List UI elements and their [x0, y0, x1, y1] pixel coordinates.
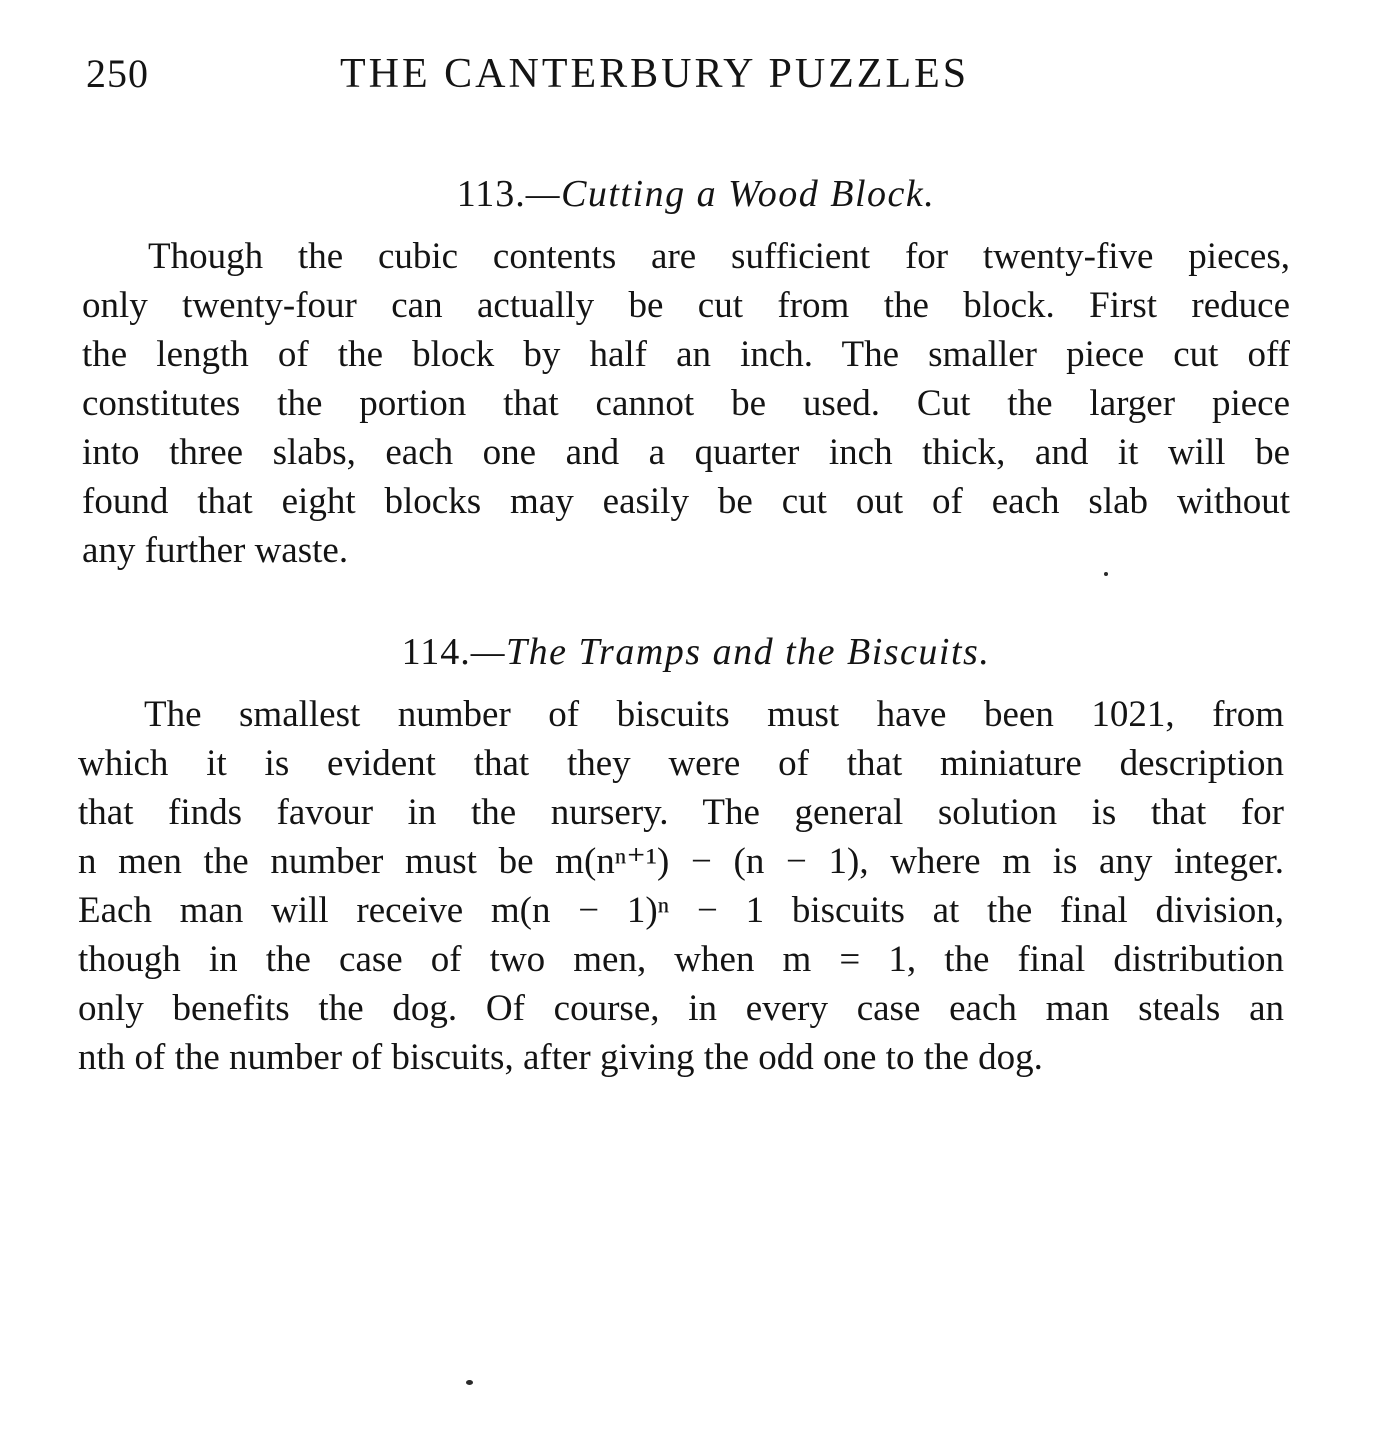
- section-heading: [0, 630, 1392, 674]
- text-line: which it is evident that they were of that miniature description: [78, 743, 1284, 784]
- text-line: constitutes the portion that cannot be used. Cut the larger piece: [82, 383, 1290, 424]
- running-title: THE CANTERBURY PUZZLES: [340, 51, 970, 97]
- text-line: only benefits the dog. Of course, in every case each man steals an: [78, 988, 1284, 1029]
- print-speck: [1104, 572, 1108, 576]
- text-line: The smallest number of biscuits must have been 1021, from: [144, 694, 1284, 735]
- section-title: —The Tramps and the Biscuits.: [470, 631, 991, 673]
- text-line: found that eight blocks may easily be cut out of each slab without: [82, 481, 1290, 522]
- section-title: —Cutting a Wood Block.: [525, 173, 936, 215]
- text-line: Though the cubic contents are sufficient for twenty-five pieces,: [148, 236, 1290, 277]
- text-line: the length of the block by half an inch. The smaller piece cut off: [82, 334, 1290, 375]
- solution-paragraph: [82, 232, 1290, 575]
- text-line: Each man will receive m(n − 1)ⁿ − 1 biscuits at the final division,: [78, 890, 1284, 931]
- text-line: only twenty-four can actually be cut from the block. First reduce: [82, 285, 1290, 326]
- page-number: 250: [86, 51, 149, 96]
- section-number: 114.: [401, 631, 471, 673]
- text-line: any further waste.: [82, 530, 349, 571]
- section-number: 113.: [456, 173, 526, 215]
- text-line: nth of the number of biscuits, after giving the odd one to the dog.: [78, 1037, 1043, 1078]
- section-heading: [0, 172, 1392, 216]
- text-line: though in the case of two men, when m = 1, the final distribution: [78, 939, 1284, 980]
- solution-paragraph: [78, 690, 1284, 1082]
- text-line: n men the number must be m(nⁿ⁺¹) − (n − 1), where m is any integer.: [78, 841, 1284, 882]
- print-speck: [466, 1380, 473, 1385]
- text-line: that finds favour in the nursery. The general solution is that for: [78, 792, 1284, 833]
- text-line: into three slabs, each one and a quarter inch thick, and it will be: [82, 432, 1290, 473]
